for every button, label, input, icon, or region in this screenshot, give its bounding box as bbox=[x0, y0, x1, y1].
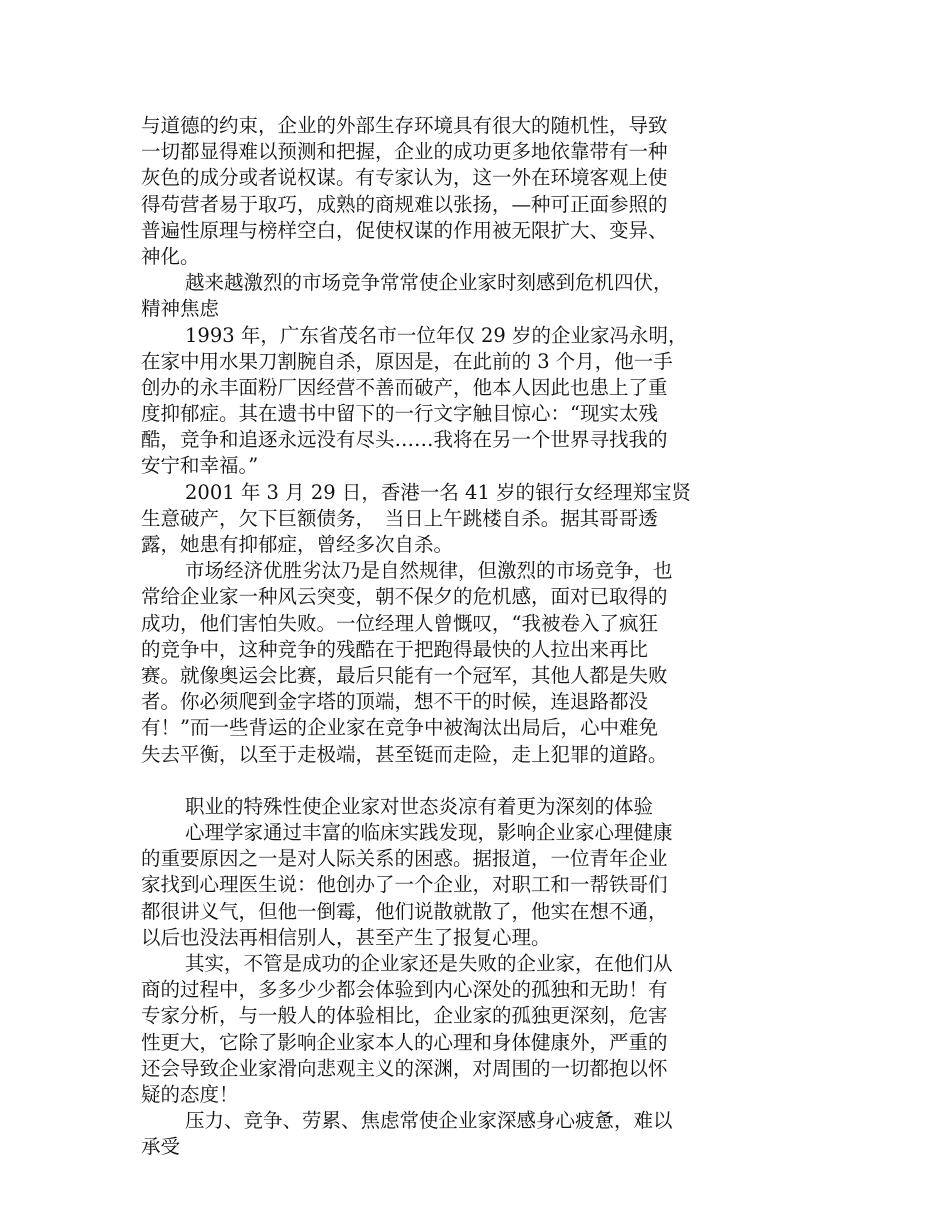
text-line: 酷，竞争和追逐永远没有尽头……我将在另一个世界寻找我的 bbox=[141, 428, 668, 452]
document-body bbox=[141, 113, 731, 1161]
text-line: 以后也没法再相信别人，甚至产生了报复心理。 bbox=[141, 925, 551, 949]
paragraph-1 bbox=[141, 113, 731, 270]
paragraph-gap bbox=[141, 768, 731, 794]
paragraph-4 bbox=[141, 480, 731, 559]
text-line: 的竞争中，这种竞争的残酷在于把跑得最快的人拉出来再比 bbox=[141, 637, 649, 661]
text-line: 一切都显得难以预测和把握，企业的成功更多地依靠带有一种 bbox=[141, 140, 668, 164]
text-line: 专家分析，与一般人的体验相比，企业家的孤独更深刻，危害 bbox=[141, 1004, 668, 1028]
text-line: 其实，不管是成功的企业家还是失败的企业家，在他们从 bbox=[185, 952, 673, 975]
text-line: 心理学家通过丰富的临床实践发现，影响企业家心理健康 bbox=[185, 821, 673, 845]
text-line: 压力、竞争、劳累、焦虑常使企业家深感身心疲惫，难以 bbox=[185, 1109, 673, 1133]
text-line: 与道德的约束，企业的外部生存环境具有很大的随机性，导致 bbox=[141, 114, 668, 137]
text-line: 1993 年，广东省茂名市一位年仅 29 岁的企业家冯永明， bbox=[185, 323, 688, 347]
text-line: 承受 bbox=[141, 1135, 181, 1159]
text-line: 在家中用水果刀割腕自杀，原因是，在此前的 3 个月，他一手 bbox=[141, 349, 673, 373]
text-line: 者。你必须爬到金字塔的顶端，想不干的时候，连退路都没 bbox=[141, 690, 649, 714]
text-line: 露，她患有抑郁症，曾经多次自杀。 bbox=[141, 533, 454, 556]
text-line: 的重要原因之一是对人际关系的困惑。据报道，一位青年企业 bbox=[141, 847, 668, 871]
text-line: 创办的永丰面粉厂因经营不善而破产，他本人因此也患上了重 bbox=[141, 375, 668, 399]
text-line: 性更大，它除了影响企业家本人的心理和身体健康外，严重的 bbox=[141, 1030, 668, 1054]
text-line: 还会导致企业家滑向悲观主义的深渊，对周围的一切都抱以怀 bbox=[141, 1056, 668, 1080]
text-line: 神化。 bbox=[141, 244, 200, 268]
text-line: 生意破产，欠下巨额债务， 当日上午跳楼自杀。据其哥哥透 bbox=[141, 506, 658, 530]
text-line: 家找到心理医生说：他创办了一个企业，对职工和一帮铁哥们 bbox=[141, 873, 668, 897]
paragraph-3 bbox=[141, 323, 731, 480]
text-line: 灰色的成分或者说权谋。有专家认为，这一外在环境客观上使 bbox=[141, 166, 668, 190]
paragraph-2 bbox=[141, 270, 731, 322]
text-line: 赛。就像奥运会比赛，最后只能有一个冠军，其他人都是失败 bbox=[141, 663, 668, 687]
text-line: 职业的特殊性使企业家对世态炎凉有着更为深刻的体验 bbox=[185, 794, 654, 818]
text-line: 商的过程中，多多少少都会体验到内心深处的孤独和无助！有 bbox=[141, 978, 668, 1002]
text-line: 失去平衡，以至于走极端，甚至铤而走险，走上犯罪的道路。 bbox=[141, 742, 668, 766]
text-line: 普遍性原理与榜样空白，促使权谋的作用被无限扩大、变异、 bbox=[141, 218, 668, 242]
text-line: 市场经济优胜劣汰乃是自然规律，但激烈的市场竞争，也 bbox=[185, 559, 673, 583]
text-line: 有！”而一些背运的企业家在竞争中被淘汰出局后，心中难免 bbox=[141, 716, 658, 740]
paragraph-5 bbox=[141, 558, 731, 768]
text-line: 度抑郁症。其在遗书中留下的一行文字触目惊心：“现实太残 bbox=[141, 402, 658, 426]
paragraph-6 bbox=[141, 794, 731, 820]
text-line: 得苟营者易于取巧，成熟的商规难以张扬，—种可正面参照的 bbox=[141, 192, 668, 216]
text-line: 越来越激烈的市场竞争常常使企业家时刻感到危机四伏， bbox=[185, 271, 673, 295]
text-line: 2001 年 3 月 29 日，香港一名 41 岁的银行女经理郑宝贤 bbox=[185, 480, 692, 504]
text-line: 都很讲义气，但他一倒霉，他们说散就散了，他实在想不通， bbox=[141, 899, 668, 923]
paragraph-9 bbox=[141, 1108, 731, 1160]
text-line: 疑的态度！ bbox=[141, 1082, 239, 1106]
text-line: 常给企业家一种风云突变，朝不保夕的危机感，面对已取得的 bbox=[141, 585, 668, 609]
paragraph-8 bbox=[141, 951, 731, 1108]
paragraph-7 bbox=[141, 820, 731, 951]
text-line: 安宁和幸福。” bbox=[141, 454, 259, 478]
text-line: 精神焦虑 bbox=[141, 297, 220, 321]
text-line: 成功，他们害怕失败。一位经理人曾慨叹，“我被卷入了疯狂 bbox=[141, 611, 658, 635]
